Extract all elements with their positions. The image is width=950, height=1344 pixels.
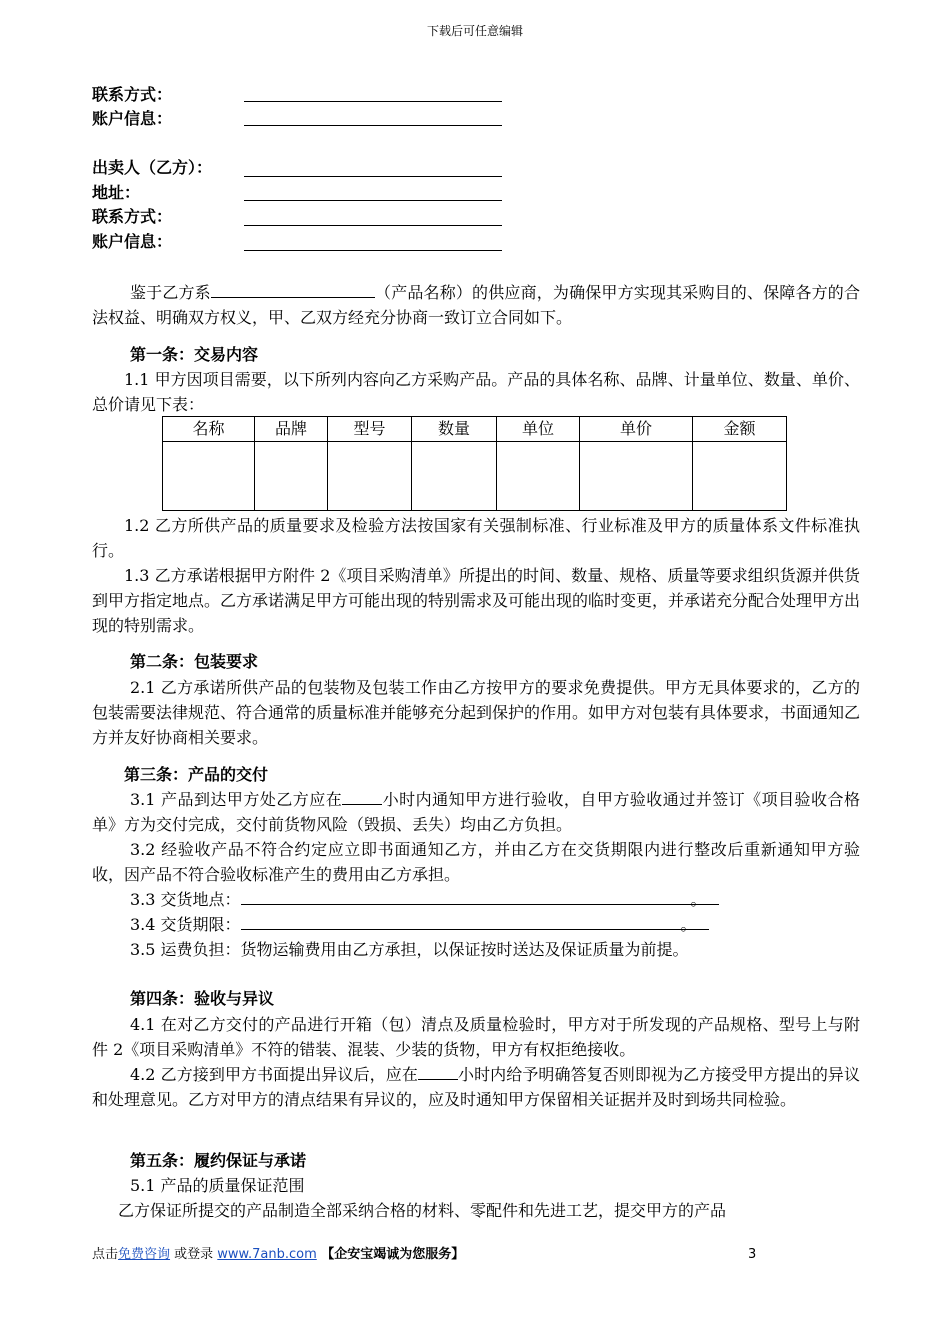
table-cell: [328, 442, 412, 511]
seller-address-label: 地址：: [92, 183, 141, 202]
table-row: [163, 442, 787, 511]
table-cell: [497, 442, 580, 511]
buyer-contact-label: 联系方式：: [92, 85, 173, 104]
notify-hours-blank: [342, 787, 382, 805]
reply-hours-blank: [418, 1062, 458, 1080]
seller-contact-label: 联系方式：: [92, 207, 173, 226]
col-unit-price: 单价: [580, 417, 693, 442]
col-brand: 品牌: [255, 417, 328, 442]
seller-account-label: 账户信息：: [92, 232, 173, 251]
items-table: [162, 416, 787, 511]
col-quantity: 数量: [412, 417, 497, 442]
delivery-place-label: 3.3 交货地点：: [130, 890, 241, 909]
delivery-period-period: 。: [680, 915, 697, 934]
article3-clause5: 3.5 运费负担：货物运输费用由乙方承担，以保证按时送达及保证质量为前提。: [130, 940, 689, 959]
table-cell: [693, 442, 787, 511]
article3-clause2: 3.2 经验收产品不符合约定应立即书面通知乙方，并由乙方在交货期限内进行整改后重新通知甲方验收，因产品不符合验收标准产生的费用由乙方承担。: [92, 840, 860, 884]
article2-clause1: 2.1 乙方承诺所供产品的包装物及包装工作由乙方按甲方的要求免费提供。甲方无具体要求的，乙方的包装需要法律规范、符合通常的质量标准并能够充分起到保护的作用。如甲方对包装有具体要求，书面通知乙方并友好协商相关要求。: [92, 678, 861, 747]
seller-label: 出卖人（乙方）：: [92, 158, 213, 177]
seller-line: [244, 176, 502, 177]
article2-title: 第二条：包装要求: [130, 652, 259, 671]
table-cell: [255, 442, 328, 511]
col-amount: 金额: [693, 417, 787, 442]
delivery-period-label: 3.4 交货期限：: [130, 915, 241, 934]
free-consult-link[interactable]: 免费咨询: [118, 1247, 171, 1262]
intro-part1: 鉴于乙方系: [130, 283, 211, 302]
col-unit: 单位: [497, 417, 580, 442]
website-link[interactable]: www.7anb.com: [217, 1247, 317, 1262]
buyer-account-line: [244, 125, 502, 126]
footer-mid: 或登录: [170, 1247, 218, 1262]
article4-clause2: [92, 1062, 860, 1112]
table-cell: [163, 442, 255, 511]
article3-clause4: [92, 912, 860, 937]
article3-clause3: [92, 887, 860, 912]
footer-suffix: 【企安宝竭诚为您服务】: [316, 1247, 465, 1262]
delivery-period-blank: [241, 912, 709, 934]
page-footer: [92, 1246, 464, 1264]
article1-clause2: 1.2 乙方所供产品的质量要求及检验方法按国家有关强制标准、行业标准及甲方的质量体系文件标准执行。: [92, 516, 860, 560]
seller-contact-line: [244, 225, 502, 226]
table-cell: [412, 442, 497, 511]
intro-paragraph: [92, 280, 860, 330]
table-cell: [580, 442, 693, 511]
article5-body: 乙方保证所提交的产品制造全部采纳合格的材料、零配件和先进工艺，提交甲方的产品: [118, 1201, 727, 1220]
article1-clause3: 1.3 乙方承诺根据甲方附件 2《项目采购清单》所提出的时间、数量、规格、质量等要求组织货源并供货到甲方指定地点。乙方承诺满足甲方可能出现的特别需求及可能出现的临时变更，并承诺充分配合处理甲方出现的特别需求。: [92, 566, 861, 635]
article5-title: 第五条：履约保证与承诺: [130, 1151, 307, 1170]
seller-account-line: [244, 250, 502, 251]
article4-clause2-b: 小时内给予明确答复否则即视为乙方接受甲方提出的异议和处理意见。乙方对甲方的清点结果有异议的，应及时通知甲方保留相关证据并及时到场共同检验。: [92, 1065, 860, 1109]
buyer-contact-line: [244, 101, 502, 102]
article1-title: 第一条：交易内容: [130, 345, 259, 364]
article3-clause1-a: 3.1 产品到达甲方处乙方应在: [130, 790, 343, 809]
article3-clause1-b: 小时内通知甲方进行验收，自甲方验收通过并签订《项目验收合格单》方为交付完成，交付前货物风险（毁损、丢失）均由乙方负担。: [92, 790, 860, 834]
intro-part2: （产品名称）的供应商，为确保甲方实现其采购目的、保障各方的合法权益、明确双方权义，甲、乙双方经充分协商一致订立合同如下。: [92, 283, 860, 327]
delivery-place-period: 。: [690, 890, 707, 909]
article4-clause2-a: 4.2 乙方接到甲方书面提出异议后，应在: [130, 1065, 418, 1084]
product-name-blank: [211, 280, 375, 298]
page-header: 下载后可任意编辑: [426, 24, 523, 38]
page-number: 3: [748, 1247, 757, 1262]
table-header-row: [163, 417, 787, 442]
delivery-place-blank: [241, 887, 719, 909]
article4-clause1: 4.1 在对乙方交付的产品进行开箱（包）清点及质量检验时，甲方对于所发现的产品规格、型号上与附件 2《项目采购清单》不符的错装、混装、少装的货物，甲方有权拒绝接收。: [92, 1015, 860, 1059]
article3-clause1: [92, 787, 860, 837]
col-model: 型号: [328, 417, 412, 442]
article3-title: 第三条：产品的交付: [124, 765, 269, 784]
article5-clause1: 5.1 产品的质量保证范围: [130, 1176, 305, 1195]
seller-address-line: [244, 200, 502, 201]
buyer-account-label: 账户信息：: [92, 109, 173, 128]
article1-clause1: 1.1 甲方因项目需要，以下所列内容向乙方采购产品。产品的具体名称、品牌、计量单位、数量、单价、总价请见下表：: [92, 370, 860, 414]
col-name: 名称: [163, 417, 255, 442]
footer-prefix: 点击: [92, 1247, 119, 1262]
article4-title: 第四条：验收与异议: [130, 989, 275, 1008]
